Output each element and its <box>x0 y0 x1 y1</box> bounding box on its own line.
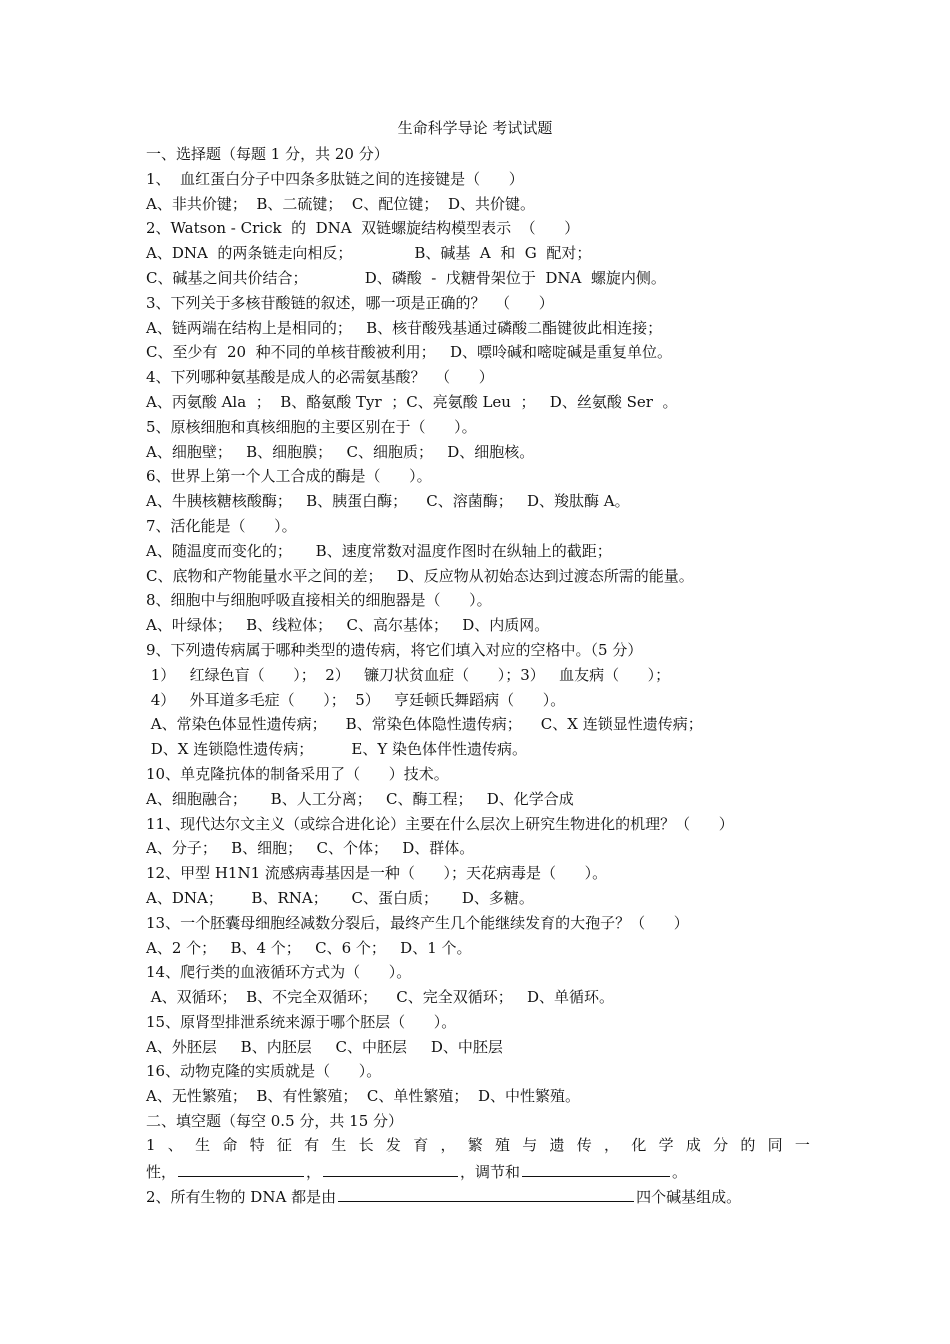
fill-question-1-char: 特 <box>249 1136 265 1154</box>
text-line: 12、甲型 H1N1 流感病毒基因是一种（ ）；天花病毒是（ ）。 <box>146 864 608 883</box>
fill-question-1-char: 遗 <box>549 1136 565 1154</box>
text-line: A、丙氨酸 Ala ； B、酪氨酸 Tyr ；C、亮氨酸 Leu ； D、丝氨酸 Ser 。 <box>146 392 678 411</box>
text-line: A、叶绿体； B、线粒体； C、高尔基体； D、内质网。 <box>146 616 550 635</box>
fill-question-1-char: 同 <box>767 1136 783 1154</box>
fill-question-1-line-2 <box>146 1158 810 1183</box>
fill-question-1-char: 殖 <box>494 1136 510 1154</box>
text-line: C、底物和产物能量水平之间的差； D、反应物从初始态达到过渡态所需的能量。 <box>146 566 694 585</box>
text-line: A、2 个； B、4 个； C、6 个； D、1 个。 <box>146 938 472 957</box>
fill-question-1-sep2: ，调节和 <box>460 1163 521 1181</box>
fill-question-1-char: ， <box>440 1136 456 1154</box>
fill-question-2-suffix: 四个碱基组成。 <box>636 1188 742 1206</box>
text-line: 1、 血红蛋白分子中四条多肽链之间的连接键是（ ） <box>146 169 524 188</box>
fill-question-2 <box>146 1183 810 1208</box>
text-line: 13、一个胚囊母细胞经减数分裂后，最终产生几个能继续发育的大孢子？（ ） <box>146 913 689 932</box>
answer-blank-4[interactable] <box>338 1183 634 1202</box>
text-line: A、常染色体显性遗传病； B、常染色体隐性遗传病； C、X 连锁显性遗传病； <box>146 715 703 734</box>
fill-question-2-prefix: 2、所有生物的 DNA 都是由 <box>146 1188 337 1206</box>
fill-question-1-char: 分 <box>713 1136 729 1154</box>
fill-question-1-char: 发 <box>385 1136 401 1154</box>
text-line: 9、下列遗传病属于哪种类型的遗传病，将它们填入对应的空格中。（5 分） <box>146 640 643 659</box>
text-line: A、DNA； B、RNA； C、蛋白质； D、多糖。 <box>146 888 534 907</box>
text-line: A、牛胰核糖核酸酶； B、胰蛋白酶； C、溶菌酶； D、羧肽酶 A。 <box>146 492 630 511</box>
fill-question-1-char: 、 <box>167 1136 183 1154</box>
fill-question-1-char: 育 <box>413 1136 429 1154</box>
text-line: 15、原肾型排泄系统来源于哪个胚层（ ）。 <box>146 1012 457 1031</box>
question-list <box>146 142 810 1134</box>
text-line: 2、Watson - Crick 的 DNA 双链螺旋结构模型表示 （ ） <box>146 219 580 238</box>
text-line: 14、爬行类的血液循环方式为（ ）。 <box>146 963 412 982</box>
answer-blank-2[interactable] <box>323 1158 458 1177</box>
text-line: 5、原核细胞和真核细胞的主要区别在于（ ）。 <box>146 417 477 436</box>
fill-question-1-line-1 <box>146 1133 810 1158</box>
text-line: 4） 外耳道多毛症（ ）； 5） 亨廷顿氏舞蹈病（ ）。 <box>146 690 566 709</box>
fill-question-1-prefix: 性， <box>146 1163 177 1181</box>
fill-question-1-char: 与 <box>522 1136 538 1154</box>
fill-question-1-char: 生 <box>331 1136 347 1154</box>
fill-question-1-char: 长 <box>358 1136 374 1154</box>
text-line: C、碱基之间共价结合； D、磷酸 - 戊糖骨架位于 DNA 螺旋内侧。 <box>146 268 666 287</box>
fill-question-1-char: 化 <box>631 1136 647 1154</box>
text-line: A、外胚层 B、内胚层 C、中胚层 D、中胚层 <box>146 1037 503 1056</box>
fill-question-1-end: 。 <box>672 1163 688 1181</box>
text-line: 10、单克隆抗体的制备采用了（ ）技术。 <box>146 764 449 783</box>
text-line: 4、下列哪种氨基酸是成人的必需氨基酸？ （ ） <box>146 368 494 387</box>
answer-blank-1[interactable] <box>178 1158 304 1177</box>
text-line: 1） 红绿色盲（ ）； 2） 镰刀状贫血症（ ）；3） 血友病（ ）； <box>146 665 671 684</box>
fill-question-1-spread <box>146 1133 810 1158</box>
text-line: 11、现代达尔文主义（或综合进化论）主要在什么层次上研究生物进化的机理？（ ） <box>146 814 734 833</box>
text-line: 6、世界上第一个人工合成的酶是（ ）。 <box>146 467 432 486</box>
fill-question-1-char: 有 <box>304 1136 320 1154</box>
fill-question-1-char: 征 <box>276 1136 292 1154</box>
fill-question-1-char: 命 <box>222 1136 238 1154</box>
fill-question-1-char: 的 <box>740 1136 756 1154</box>
text-line: 7、活化能是（ ）。 <box>146 516 297 535</box>
text-line: D、X 连锁隐性遗传病； E、Y 染色体伴性遗传病。 <box>146 740 528 759</box>
fill-question-1-char: ， <box>604 1136 620 1154</box>
answer-blank-3[interactable] <box>522 1158 670 1177</box>
text-line: C、至少有 20 种不同的单核苷酸被利用； D、嘌呤碱和嘧啶碱是重复单位。 <box>146 343 672 362</box>
text-line: 3、下列关于多核苷酸链的叙述，哪一项是正确的？ （ ） <box>146 293 554 312</box>
fill-question-1-char: 成 <box>685 1136 701 1154</box>
text-line: A、细胞壁； B、细胞膜； C、细胞质； D、细胞核。 <box>146 442 535 461</box>
fill-question-1-char: 1 <box>146 1136 156 1154</box>
text-line: A、双循环； B、不完全双循环； C、完全双循环； D、单循环。 <box>146 988 615 1007</box>
text-line: 二、填空题（每空 0.5 分，共 15 分） <box>146 1112 404 1131</box>
fill-question-1-char: 生 <box>195 1136 211 1154</box>
text-line: 一、选择题（每题 1 分，共 20 分） <box>146 145 389 163</box>
text-line: A、DNA 的两条链走向相反； B、碱基 A 和 G 配对； <box>146 244 592 263</box>
fill-question-1-char: 一 <box>794 1136 810 1154</box>
text-line: A、分子； B、细胞； C、个体； D、群体。 <box>146 839 475 858</box>
fill-question-1-sep1: ， <box>306 1163 322 1181</box>
fill-question-1-char: 繁 <box>467 1136 483 1154</box>
text-line: 8、细胞中与细胞呼吸直接相关的细胞器是（ ）。 <box>146 591 492 610</box>
text-line: A、非共价键； B、二硫键； C、配位键； D、共价键。 <box>146 194 535 213</box>
fill-question-1-char: 传 <box>576 1136 592 1154</box>
fill-question-1-char: 学 <box>658 1136 674 1154</box>
text-line: A、无性繁殖； B、有性繁殖； C、单性繁殖； D、中性繁殖。 <box>146 1087 580 1106</box>
page-title: 生命科学导论 考试试题 <box>397 119 553 137</box>
text-line: A、细胞融合； B、人工分离； C、酶工程； D、化学合成 <box>146 789 574 808</box>
text-line: 16、动物克隆的实质就是（ ）。 <box>146 1062 382 1081</box>
text-line: A、链两端在结构上是相同的； B、核苷酸残基通过磷酸二酯键彼此相连接； <box>146 318 663 337</box>
text-line: A、随温度而变化的； B、速度常数对温度作图时在纵轴上的截距； <box>146 541 612 560</box>
